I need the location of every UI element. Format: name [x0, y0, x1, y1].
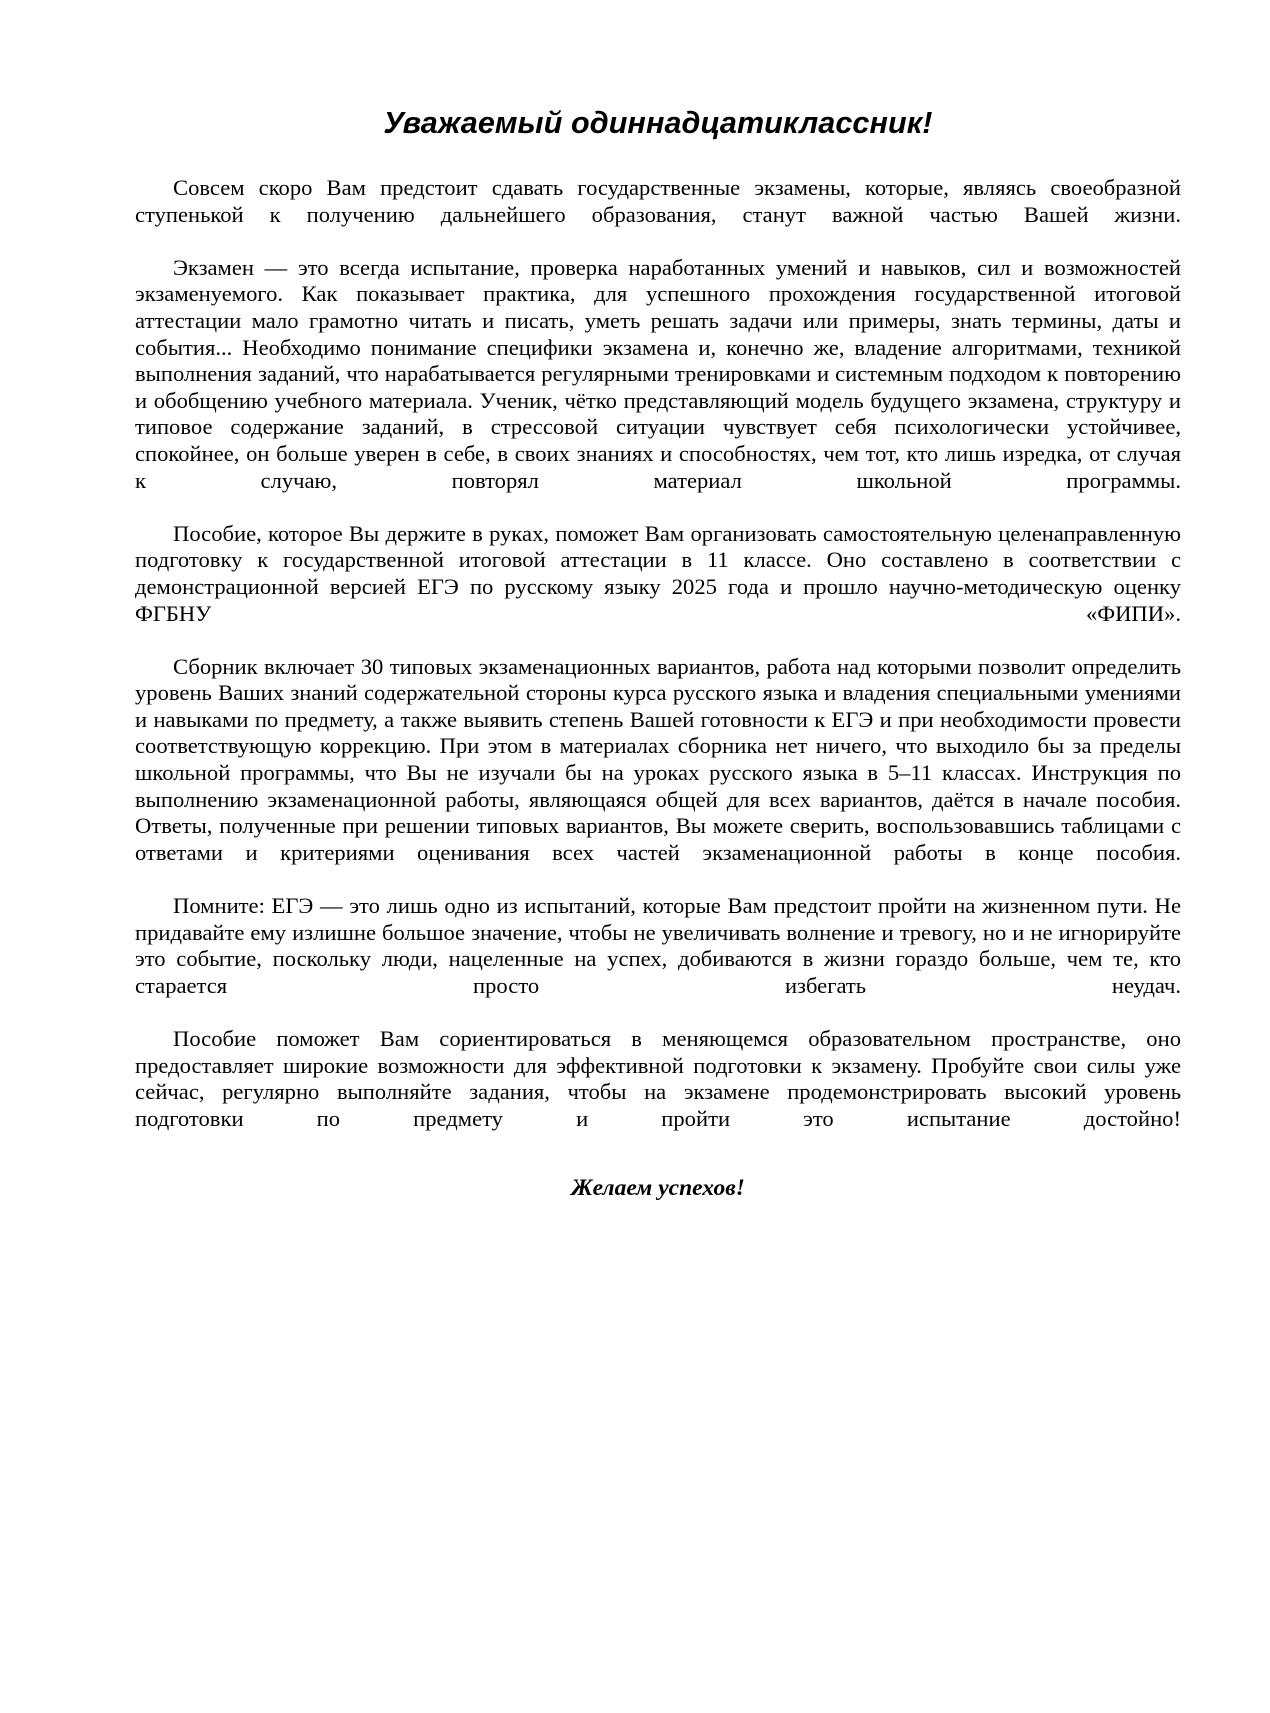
body-paragraph-4: Сборник включает 30 типовых экзаменационных вариантов, работа над которыми позволит определить уровень Ваших знаний содержательной стороны курса русского языка и владения специальными умениями и навыками по предмету, а также выявить степень Вашей готовности к ЕГЭ и при необходимости провести соответствующую коррекцию. При этом в материалах сборника нет ничего, что выходило бы за пределы школьной программы, что Вы не изучали бы на уроках русского языка в 5–11 классах. Инструкция по выполнению экзаменационной работы, являющаяся общей для всех вариантов, даётся в начале пособия. Ответы, полученные при решении типовых вариантов, Вы можете сверить, воспользовавшись таблицами с ответами и критериями оценивания всех частей экзаменационной работы в конце пособия. [135, 653, 1181, 865]
body-paragraph-2: Экзамен — это всегда испытание, проверка наработанных умений и навыков, сил и возможностей экзаменуемого. Как показывает практика, для успешного прохождения государственной итоговой аттестации мало грамотно читать и писать, уметь решать задачи или примеры, знать термины, даты и события... Необходимо понимание специфики экзамена и, конечно же, владение алгоритмами, техникой выполнения заданий, что нарабатывается регулярными тренировками и системным подходом к повторению и обобщению учебного материала. Ученик, чётко представляющий модель будущего экзамена, структуру и типовое содержание заданий, в стрессовой ситуации чувствует себя психологически устойчивее, спокойнее, он больше уверен в себе, в своих знаниях и способностях, чем тот, кто лишь изредка, от случая к случаю, повторял материал школьной программы. [135, 254, 1181, 493]
body-paragraph-6: Пособие поможет Вам сориентироваться в меняющемся образовательном пространстве, оно предоставляет широкие возможности для эффективной подготовки к экзамену. Пробуйте свои силы уже сейчас, регулярно выполняйте задания, чтобы на экзамене продемонстрировать высокий уровень подготовки по предмету и пройти это испытание достойно! [135, 1026, 1181, 1131]
page-content [135, 105, 1181, 1203]
page-title: Уважаемый одиннадцатиклассник! [383, 106, 933, 140]
body-paragraph-3: Пособие, которое Вы держите в руках, поможет Вам организовать самостоятельную целенаправленную подготовку к государственной итоговой аттестации в 11 классе. Оно составлено в соответствии с демонстрационной версией ЕГЭ по русскому языку 2025 года и прошло научно-методическую оценку ФГБНУ «ФИПИ». [135, 520, 1181, 626]
closing-line: Желаем успехов! [571, 1174, 745, 1201]
body-paragraph-5: Помните: ЕГЭ — это лишь одно из испытаний, которые Вам предстоит пройти на жизненном пути. Не придавайте ему излишне большое значение, чтобы не увеличивать волнение и тревогу, но и не игнорируйте это событие, поскольку люди, нацеленные на успех, добиваются в жизни гораздо больше, чем те, кто старается просто избегать неудач. [135, 893, 1181, 998]
body-paragraph-1: Совсем скоро Вам предстоит сдавать государственные экзамены, которые, являясь своеобразной ступенькой к получению дальнейшего образования, станут важной частью Вашей жизни. [135, 175, 1181, 227]
